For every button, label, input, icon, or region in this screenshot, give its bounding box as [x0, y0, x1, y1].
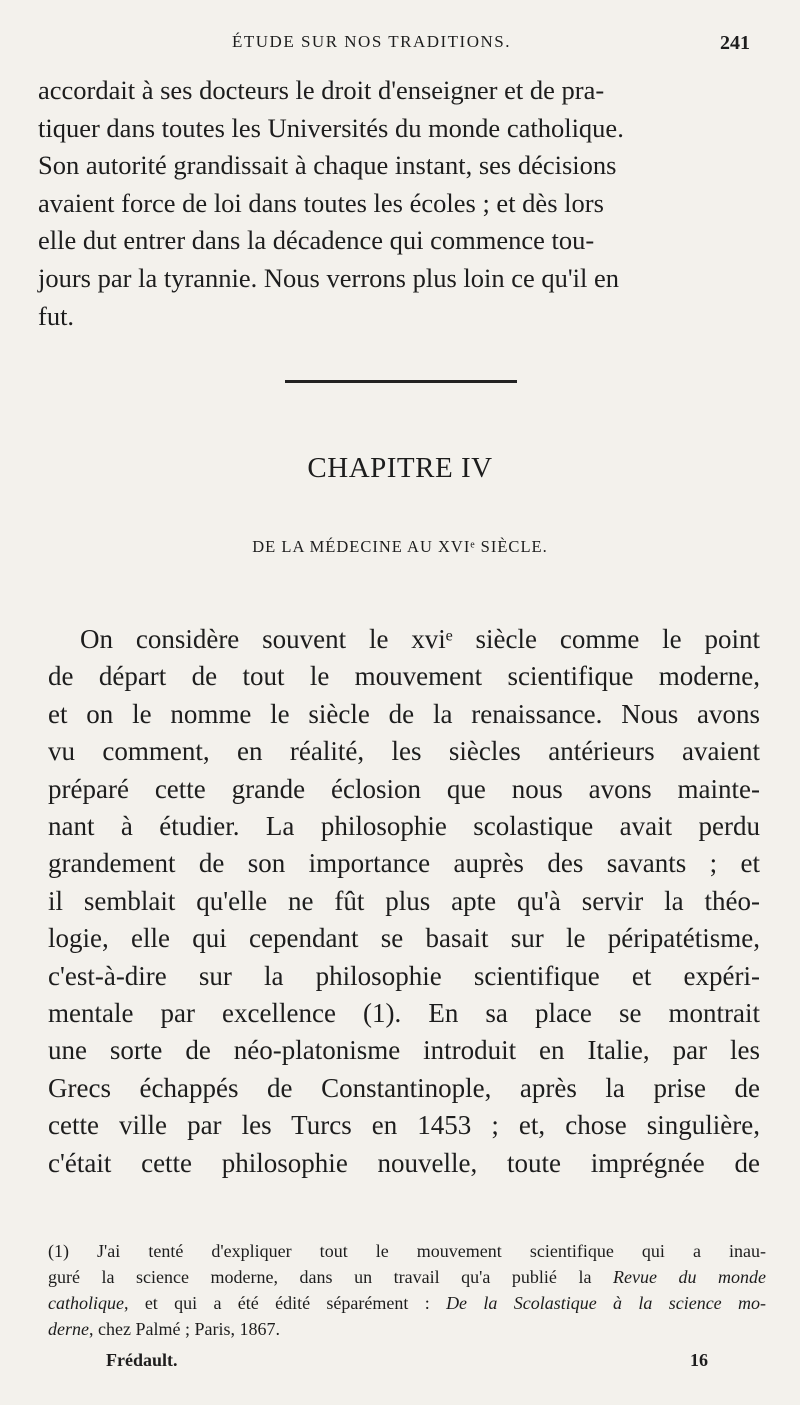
signature-number: 16 — [690, 1350, 708, 1370]
text-line: c'est-à-dire sur la philosophie scientifique et expéri- — [48, 960, 760, 991]
text-line: une sorte de néo-platonisme introduit en Italie, par les — [48, 1035, 760, 1066]
text-line: Son autorité grandissait à chaque instant, ses décisions — [38, 150, 617, 181]
signature-mark: Frédault. — [106, 1350, 178, 1370]
text-line: tiquer dans toutes les Universités du monde catholique. — [38, 112, 624, 143]
text-line: elle dut entrer dans la décadence qui commence tou- — [38, 225, 595, 256]
text-line: jours par la tyrannie. Nous verrons plus loin ce qu'il en — [38, 262, 620, 293]
running-title: ÉTUDE SUR NOS TRADITIONS. — [232, 32, 511, 51]
section-divider — [285, 380, 517, 383]
running-header — [0, 30, 800, 60]
work-title-cont: derne — [48, 1319, 89, 1339]
text-line: et on le nomme le siècle de la renaissance. Nous avons — [48, 698, 760, 729]
text-line: Grecs échappés de Constantinople, après la prise de — [48, 1072, 760, 1103]
work-title: De la Scolastique à la science mo- — [446, 1293, 766, 1313]
journal-title: Revue du monde — [612, 1267, 767, 1287]
text-line: cette ville par les Turcs en 1453 ; et, chose singulière, — [48, 1110, 760, 1141]
text-line: c'était cette philosophie nouvelle, toute imprégnée de — [48, 1147, 760, 1178]
text-line: mentale par excellence (1). En sa place se montrait — [48, 998, 760, 1029]
paragraph-main — [48, 621, 760, 1182]
chapter-subtitle: DE LA MÉDECINE AU XVIᵉ SIÈCLE. — [252, 537, 548, 556]
footnote-line: derne, chez Palmé ; Paris, 1867. — [48, 1319, 280, 1339]
text-line: avaient force de loi dans toutes les écoles ; et dès lors — [38, 187, 604, 218]
text-line: fut. — [38, 300, 75, 331]
text-line: nant à étudier. La philosophie scolastique avait perdu — [48, 811, 760, 842]
paragraph-continuation — [38, 72, 752, 335]
text-line: logie, elle qui cependant se basait sur le péripatétisme, — [48, 923, 760, 954]
text-line: On considère souvent le xviᵉ siècle comme le point — [80, 624, 760, 654]
text-line: accordait à ses docteurs le droit d'enseigner et de pra- — [38, 75, 605, 105]
page-footer — [0, 1350, 800, 1380]
text-line: préparé cette grande éclosion que nous avons mainte- — [48, 773, 760, 804]
footnote-line: catholique, et qui a été édité séparément : De la Scolastique à la science mo- — [48, 1293, 766, 1313]
footnote — [48, 1238, 766, 1342]
chapter-title: CHAPITRE IV — [307, 452, 493, 484]
text-line: vu comment, en réalité, les siècles antérieurs avaient — [48, 736, 760, 767]
text-line: il semblait qu'elle ne fût plus apte qu'à servir la théo- — [48, 885, 760, 916]
footnote-line: (1) J'ai tenté d'expliquer tout le mouvement scientifique qui a inau- — [48, 1241, 766, 1261]
footnote-line: guré la science moderne, dans un travail qu'a publié la Revue du monde — [48, 1267, 767, 1287]
page-number: 241 — [720, 32, 750, 54]
text-line: grandement de son importance auprès des savants ; et — [48, 848, 760, 879]
journal-title-cont: catholique — [48, 1293, 124, 1313]
text-line: de départ de tout le mouvement scientifique moderne, — [48, 661, 760, 692]
